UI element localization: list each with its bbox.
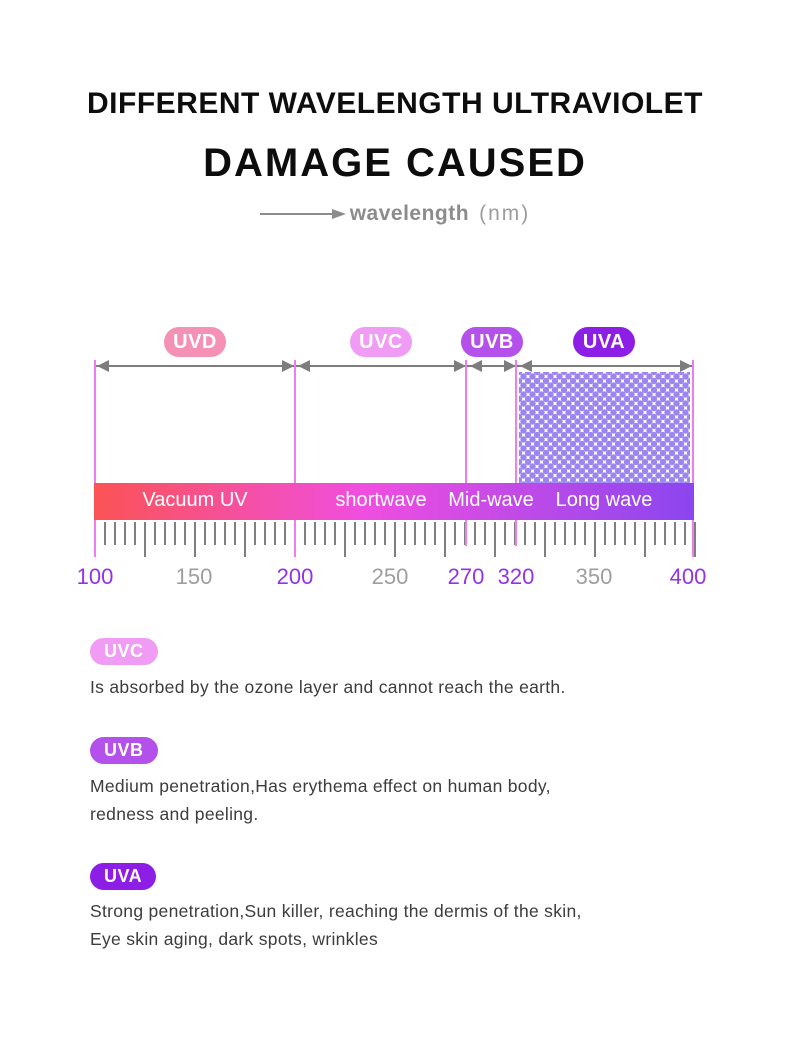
axis-unit: (nm) [479,202,531,225]
arrowhead-left-icon [298,360,310,372]
arrow-shaft [260,213,332,215]
wavelength-axis-label [0,202,790,226]
uvc-section-badge: UVC [90,638,158,665]
right-arrow-icon [332,209,346,219]
uvb-description [90,772,710,828]
uva-section-badge: UVA [90,863,156,890]
page-title-line2: DAMAGE CAUSED [203,141,587,185]
arrowhead-right-icon [680,360,692,372]
uvc-badge: UVC [350,327,412,357]
boundary-line-100 [94,360,96,557]
arrowhead-right-icon [282,360,294,372]
axis-label: wavelength [349,202,470,225]
uva-hatch-region [519,372,690,483]
arrowhead-left-icon [97,360,109,372]
scale-label-320: 320 [497,564,535,589]
arrowhead-left-icon [520,360,532,372]
page-title-line1: DIFFERENT WAVELENGTH ULTRAVIOLET [87,87,703,120]
spectrum-bar [94,483,694,520]
scale-label-250: 250 [371,564,409,589]
range-arrow-line [95,365,693,367]
spectrum-segment-label-long-wave: Long wave [555,489,653,511]
uvb-badge: UVB [461,327,523,357]
scale-label-400: 400 [669,564,707,589]
spectrum-segment-label-shortwave: shortwave [335,489,427,511]
ruler-major-ticks [94,522,698,557]
arrowhead-left-icon [470,360,482,372]
uva-description-line: Strong penetration,Sun killer, reaching the dermis of the skin, [90,901,582,921]
uvc-description [90,673,710,701]
uvd-badge: UVD [164,327,226,357]
boundary-line-400 [692,360,694,557]
scale-label-270: 270 [447,564,485,589]
uvc-description-line: Is absorbed by the ozone layer and cannot reach the earth. [90,677,566,697]
uva-description-line: Eye skin aging, dark spots, wrinkles [90,929,379,949]
boundary-line-200 [294,360,296,557]
uvb-section-badge: UVB [90,737,158,764]
scale-label-200: 200 [276,564,314,589]
uva-badge: UVA [573,327,635,357]
scale-label-100: 100 [76,564,114,589]
spectrum-segment-label-vacuum-uv: Vacuum UV [142,489,248,511]
spectrum-segment-label-mid-wave: Mid-wave [448,489,534,511]
uvb-description-line: Medium penetration,Has erythema effect on human body, [90,776,551,796]
scale-label-150: 150 [175,564,213,589]
scale-label-350: 350 [575,564,613,589]
uva-description [90,897,710,953]
uvb-description-line: redness and peeling. [90,804,259,824]
